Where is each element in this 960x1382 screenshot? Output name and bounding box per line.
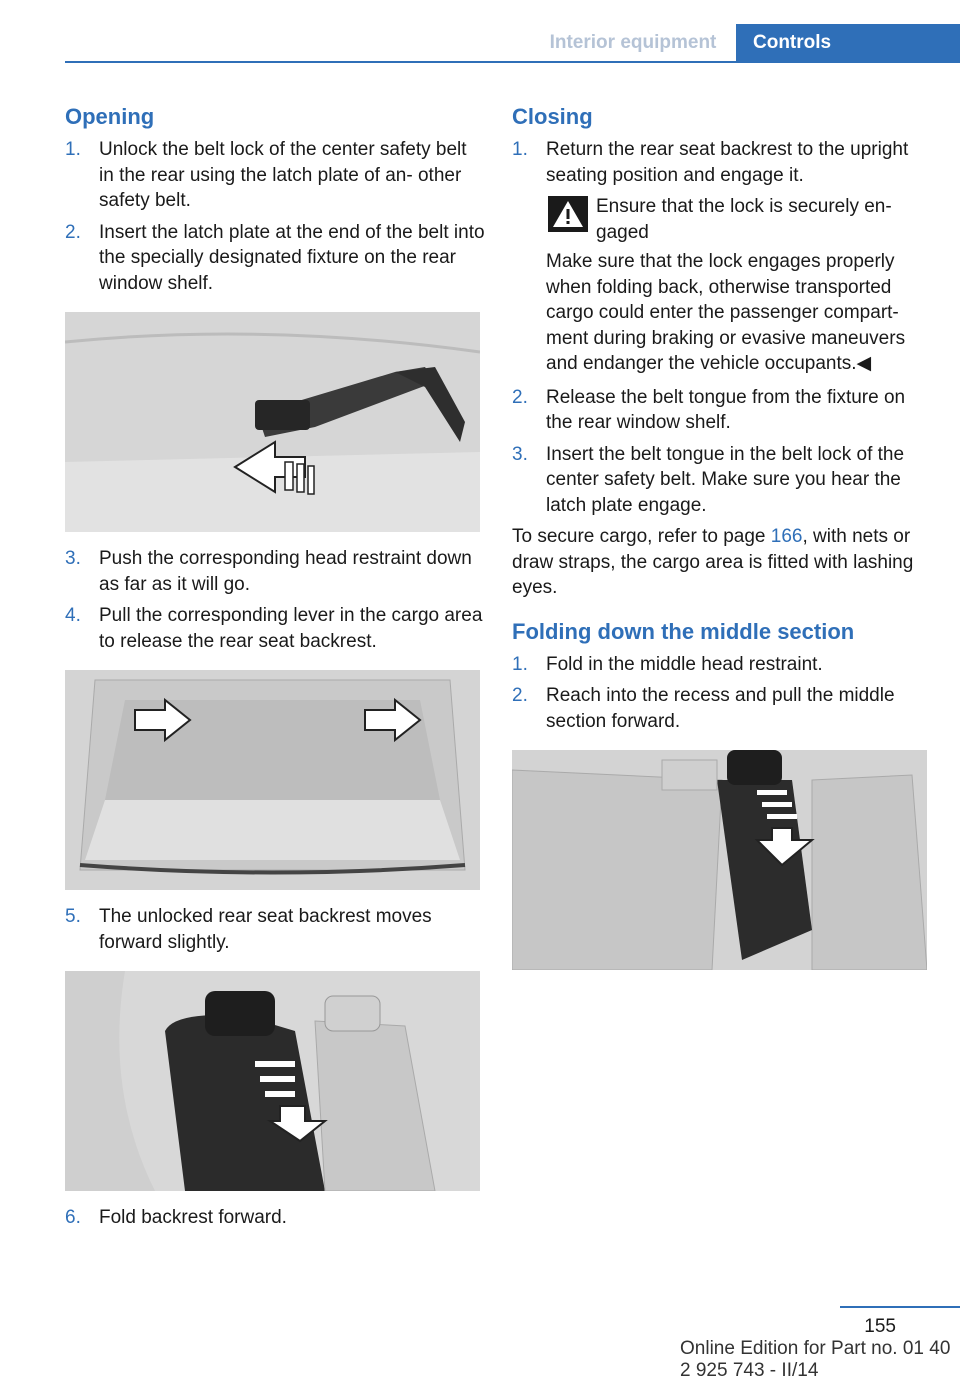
step-text: Insert the belt tongue in the belt lock of the center safety belt. Make sure you hear the latch plate engage. xyxy=(546,443,905,516)
step-text: Insert the latch plate at the end of the belt into the specially designated fixture on the rear window shelf. xyxy=(99,221,485,294)
opening-step-1 xyxy=(65,137,485,214)
warning-title: Ensure that the lock is securely en‐ gaged xyxy=(596,196,892,243)
closing-step-2 xyxy=(512,385,930,436)
step-number: 2. xyxy=(65,221,81,243)
step-number: 2. xyxy=(512,386,528,408)
cargo-text-after: , with nets or draw straps, the cargo area is fitted with lashing eyes. xyxy=(512,526,914,598)
step-text: Reach into the recess and pull the middle section forward. xyxy=(546,685,895,732)
opening-heading: Opening xyxy=(65,104,155,129)
step-text: Pull the corresponding lever in the cargo area to release the rear seat backrest. xyxy=(99,605,483,652)
step-text: Fold backrest forward. xyxy=(99,1207,287,1228)
step-text: Unlock the belt lock of the center safety belt in the rear using the latch plate of an‐ other safety belt. xyxy=(99,139,467,211)
backrest-forward-illustration xyxy=(65,971,480,1191)
cargo-paragraph xyxy=(512,524,930,601)
step-number: 3. xyxy=(65,548,81,569)
opening-step-3 xyxy=(65,546,485,597)
step-text: Release the belt tongue from the fixture on the rear window shelf. xyxy=(546,386,906,433)
opening-step-2 xyxy=(65,220,485,297)
warning-title-row xyxy=(546,194,930,245)
step-text: Fold in the middle head restraint. xyxy=(546,653,823,675)
header-section-title: Interior equipment xyxy=(549,32,717,53)
middle-step-1 xyxy=(512,652,930,678)
opening-step-6 xyxy=(65,1205,485,1231)
cargo-area-illustration xyxy=(65,670,480,890)
closing-step-1 xyxy=(512,137,930,188)
warning-triangle-icon xyxy=(548,196,588,232)
cargo-area-drawing xyxy=(65,670,480,890)
step-text: The unlocked rear seat backrest moves forward slightly. xyxy=(99,906,432,953)
step-number: 1. xyxy=(512,653,528,675)
header-rule xyxy=(65,61,960,63)
middle-section-illustration xyxy=(512,750,927,970)
cargo-text-before: To secure cargo, refer to page xyxy=(512,526,771,547)
step-text: Push the corresponding head restraint down as far as it will go. xyxy=(99,548,472,595)
page-number: 155 xyxy=(864,1316,896,1337)
step-text: Return the rear seat backrest to the upright seating position and engage it. xyxy=(546,139,909,186)
middle-step-2 xyxy=(512,683,930,734)
middle-section-drawing xyxy=(512,750,927,970)
belt-latch-illustration xyxy=(65,312,480,532)
opening-step-5 xyxy=(65,904,485,955)
backrest-forward-drawing xyxy=(65,971,480,1191)
left-column xyxy=(65,100,485,1237)
footer-rule xyxy=(840,1306,960,1308)
step-number: 1. xyxy=(512,139,528,160)
step-number: 1. xyxy=(65,139,81,160)
step-number: 2. xyxy=(512,685,528,706)
step-number: 5. xyxy=(65,906,81,927)
page-166-link[interactable]: 166 xyxy=(770,526,803,547)
step-number: 3. xyxy=(512,443,528,465)
closing-step-3 xyxy=(512,442,930,519)
step-number: 6. xyxy=(65,1207,81,1228)
belt-latch-drawing xyxy=(65,312,480,532)
warning-body: Make sure that the lock engages properly when folding back, otherwise transported cargo could enter the passenger compart‐ ment during braking or evasive maneuvers and endanger the vehicle occupants.◀ xyxy=(546,251,906,374)
edition-footer: Online Edition for Part no. 01 40 2 925 743 - II/14 xyxy=(680,1338,951,1381)
right-column xyxy=(512,100,930,970)
opening-step-4 xyxy=(65,603,485,654)
step-number: 4. xyxy=(65,605,81,626)
header-chapter-tab: Controls xyxy=(736,24,960,61)
closing-heading: Closing xyxy=(512,104,593,129)
warning-block xyxy=(512,194,930,377)
folding-middle-heading: Folding down the middle section xyxy=(512,618,855,644)
